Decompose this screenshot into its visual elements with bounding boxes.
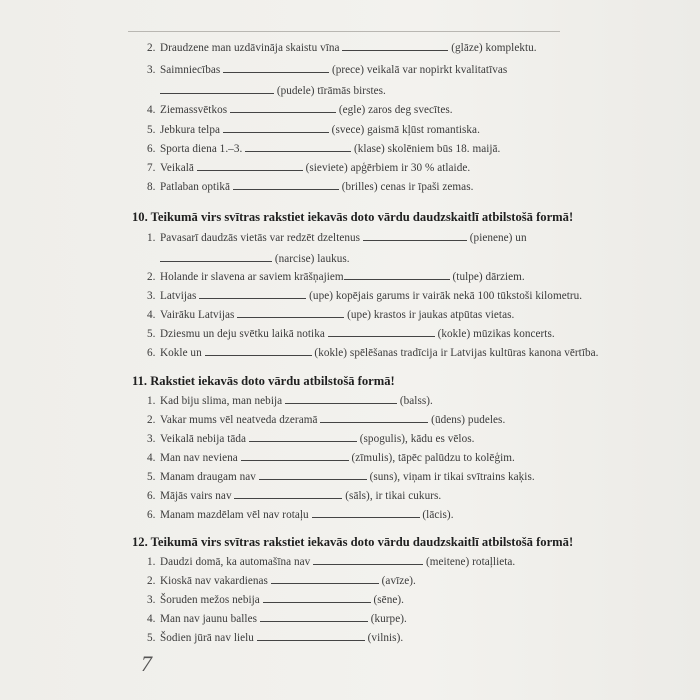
answer-blank[interactable] xyxy=(313,555,423,565)
answer-blank[interactable] xyxy=(233,180,339,190)
answer-blank[interactable] xyxy=(249,432,357,442)
answer-blank[interactable] xyxy=(160,84,274,94)
answer-blank[interactable] xyxy=(320,413,428,423)
workbook-page: 2. Draudzene man uzdāvināja skaistu vīna (glāze) komplektu. 3. Saimniecības (prece) veikalā var nopirkt kvalitatīvas (pudele) tīrāmās birstes. 4. Ziemassvētkos (egle) zaros deg svecītes. 5. Jebkura telpa (svece) gaismā kļūst romantiska. 6. Sporta diena 1.–3. (klase) skolēniem būs 18. maijā. 7. Veikalā (sieviete) apģērbiem ir 30 % atlaide. 8. Patlaban optikā (brilles) cenas ir īpaši zemas. 10. Teikumā virs svītras rakstiet iekavās doto vārdu daudzskaitlī atbilstošā formā! 1. Pavasarī daudzās vietās var redzēt dzeltenus (pienene) un (narcise) laukus. 2. Holande ir slavena ar saviem krāšņajiem (tulpe) dārziem. 3. Latvijas (upe) kopējais garums ir vairāk nekā 100 tūkstoši kilometru. 4. Vairāku Latvijas (upe) krastos ir jaukas atpūtas vietas. 5. Dziesmu un deju svētku laikā notika (kokle) mūzikas koncerts. 6. Kokle un (kokle) spēlēšanas tradīcija ir Latvijas kultūras kanona vērtība. 11. Rakstiet iekavās doto vārdu atbilstošā formā! 1. Kad biju slima, man nebija (balss). 2. Vakar mums vēl neatveda dzeramā (ūdens) pudeles. 3. Veikalā nebija tāda (spogulis), kādu es vēlos. 4. Man nav neviena (zīmulis), tāpēc palūdzu to kolēģim. 5. Manam draugam nav (suns), viņam ir tikai svītrains kaķis. 6. Mājās vairs nav (sāls), ir tikai cukurs. 6. Manam mazdēlam vēl nav rotaļu (lācis). 12. Teikumā virs svītras rakstiet iekavās doto vārdu daudzskaitlī atbilstošā formā! 1. Daudzi domā, ka automašīna nav (meitene) rotaļlieta. 2. Kioskā nav vakardienas (avīze). 3. Šoruden mežos nebija (sēne). 4. Man nav jaunu balles (kurpe). 5. Šodien jūrā nav lielu (vilnis). 7 xyxy=(0,0,700,700)
answer-blank[interactable] xyxy=(257,631,365,641)
answer-blank[interactable] xyxy=(245,142,351,152)
answer-blank[interactable] xyxy=(223,123,329,133)
answer-blank[interactable] xyxy=(342,41,448,51)
header-rule xyxy=(128,31,560,32)
answer-blank[interactable] xyxy=(230,103,336,113)
section-11-heading: 11. Rakstiet iekavās doto vārdu atbilstošā formā! xyxy=(132,374,395,388)
section-12-heading: 12. Teikumā virs svītras rakstiet iekavās doto vārdu daudzskaitlī atbilstošā formā! xyxy=(132,535,574,549)
answer-blank[interactable] xyxy=(234,489,342,499)
answer-blank[interactable] xyxy=(260,612,368,622)
answer-blank[interactable] xyxy=(205,346,312,356)
answer-blank[interactable] xyxy=(344,270,450,280)
answer-blank[interactable] xyxy=(312,508,420,518)
answer-blank[interactable] xyxy=(259,470,367,480)
answer-blank[interactable] xyxy=(263,593,371,603)
answer-blank[interactable] xyxy=(160,252,272,262)
answer-blank[interactable] xyxy=(285,394,397,404)
answer-blank[interactable] xyxy=(223,63,329,73)
answer-blank[interactable] xyxy=(197,161,303,171)
answer-blank[interactable] xyxy=(271,574,379,584)
answer-blank[interactable] xyxy=(237,308,344,318)
section-10-heading: 10. Teikumā virs svītras rakstiet iekavās doto vārdu daudzskaitlī atbilstošā formā! xyxy=(132,210,574,224)
page-number: 7 xyxy=(141,651,152,676)
answer-blank[interactable] xyxy=(363,231,467,241)
answer-blank[interactable] xyxy=(328,327,435,337)
answer-blank[interactable] xyxy=(199,289,306,299)
answer-blank[interactable] xyxy=(241,451,349,461)
